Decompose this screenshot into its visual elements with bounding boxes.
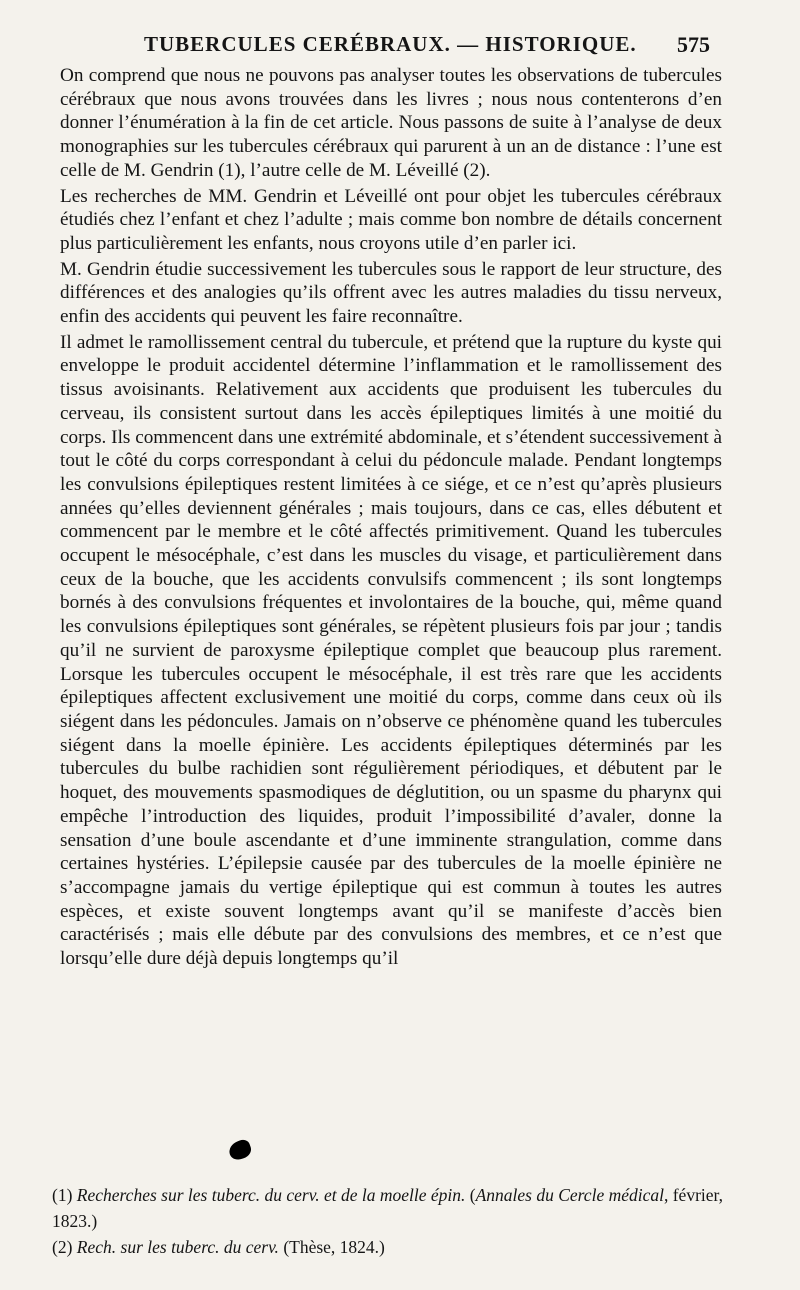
paragraph: Il admet le ramollissement central du tubercule, et prétend que la rupture du kyste qui enveloppe le produit accidentel détermine l’inflammation et le ramollissement des tissus avoisinants. Relativement aux accidents que produisent les tubercules du cerveau, ils consistent surtout dans les accès épileptiques limités à une moitié du corps. Ils commencent dans une extrémité abdominale, et s’étendent successivement à tout le côté du corps correspondant à celui du pédoncule malade. Pendant longtemps les convulsions épileptiques restent limitées à ce siége, et ce n’est qu’après plusieurs années qu’elles deviennent générales ; mais toujours, dans ce cas, elles débutent et commencent par le membre et le côté affectés primitivement. Quand les tubercules occupent le mésocéphale, c’est dans les muscles du visage, et particulièrement dans ceux de la bouche, que les accidents convulsifs commencent ; ils sont longtemps bornés à des convulsions fréquentes et involontaires de la bouche, qui, même quand les convulsions épileptiques sont générales, se répètent plusieurs fois par jour ; tandis qu’il ne survient de paroxysme épileptique complet que beaucoup plus rarement. Lorsque les tubercules occupent le mésocéphale, il est très rare que les accidents épileptiques affectent exclusivement une moitié du corps, comme dans ceux où ils siégent dans les pédoncules. Jamais on n’observe ce phénomène quand les tubercules siégent dans la moelle épinière. Les accidents épileptiques déterminés par les tubercules du bulbe rachidien sont régulièrement périodiques, et débutent par le hoquet, des mouvements spasmodiques de déglutition, ou un spasme du pharynx qui empêche l’introduction des liquides, produit l’impossibilité d’avaler, donne la sensation d’une boule ascendante et d’une imminente strangulation, comme dans certaines hystéries. L’épilepsie causée par des tubercules de la moelle épinière ne s’accompagne jamais du vertige épileptique qui est commun à toutes les autres espèces, et existe souvent longtemps avant qu’il se manifeste d’accès bien caractérisés ; mais elle débute par des convulsions des membres, et ce n’est que lorsqu’elle dure déjà depuis longtemps qu’il (60, 331, 722, 970)
footnote-number: (1) (52, 1185, 73, 1205)
footnote-title: Rech. sur les tuberc. du cerv. (76, 1237, 279, 1257)
header-title: TUBERCULES CERÉBRAUX. — HISTORIQUE. (144, 32, 637, 56)
footnote-number: (2) (52, 1237, 73, 1257)
page-number: 575 (677, 32, 710, 57)
footnote (52, 1182, 732, 1234)
paragraph: On comprend que nous ne pouvons pas analyser toutes les observations de tubercules cérébraux que nous avons trouvées dans les livres ; nous nous contenterons d’en donner l’énumération à la fin de cet article. Nous passons de suite à l’analyse de deux monographies sur les tubercules cérébraux qui parurent à un an de distance : l’une est celle de M. Gendrin (1), l’autre celle de M. Léveillé (2). (60, 65, 722, 181)
paragraph: Les recherches de MM. Gendrin et Léveillé ont pour objet les tubercules cérébraux étudiés chez l’enfant et chez l’adulte ; mais comme bon nombre de détails concernent plus particulièrement les enfants, nous croyons utile d’en parler ici. (60, 185, 722, 254)
footnotes (52, 1182, 732, 1260)
footnote-text: , février, 1823.) (52, 1185, 724, 1231)
paragraph: M. Gendrin étudie successivement les tubercules sous le rapport de leur structure, des différences et des analogies qu’ils offrent avec les autres maladies du tissu nerveux, enfin des accidents qui peuvent les faire reconnaître. (60, 258, 722, 328)
running-header (60, 32, 710, 62)
footnote-title: Recherches sur les tuberc. du cerv. et de la moelle épin. (76, 1185, 466, 1205)
body-text (60, 64, 722, 973)
ink-blot (227, 1138, 254, 1162)
footnote-text: ( (465, 1185, 476, 1205)
footnote-journal: Annales du Cercle médical (475, 1185, 664, 1205)
footnote-text: (Thèse, 1824.) (283, 1237, 385, 1257)
footnote (52, 1234, 732, 1260)
